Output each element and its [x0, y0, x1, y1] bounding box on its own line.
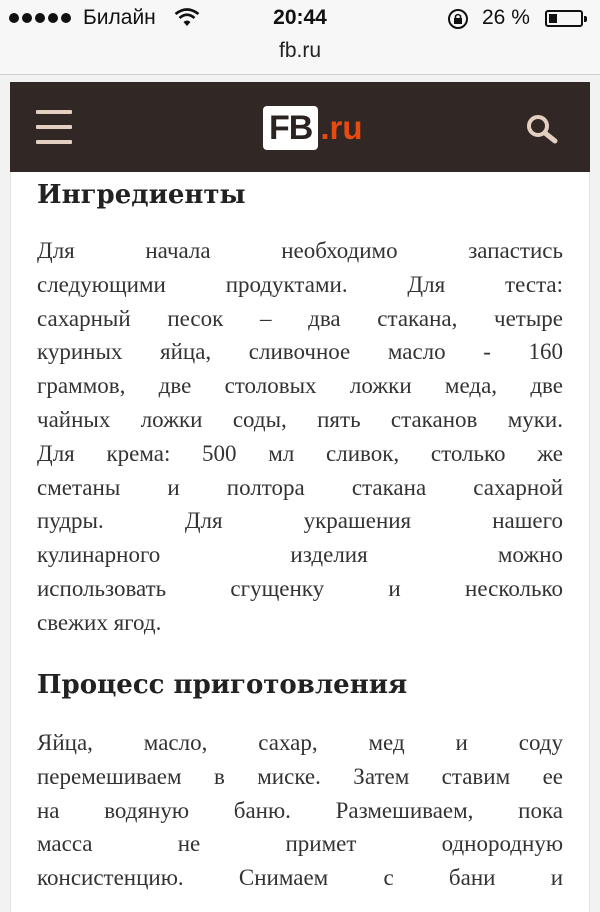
address-bar[interactable]	[0, 36, 600, 75]
carrier-name: Билайн	[83, 6, 156, 29]
status-time: 20:44	[273, 6, 327, 29]
logo-main: FB	[263, 106, 318, 150]
battery-icon	[545, 10, 583, 27]
text-line: использовать сгущенку и несколько	[37, 575, 563, 601]
search-icon[interactable]	[522, 109, 562, 149]
hamburger-menu-icon[interactable]	[36, 110, 72, 144]
heading-ingredients: Ингредиенты	[37, 180, 246, 210]
site-header	[10, 82, 590, 172]
article-container	[10, 172, 590, 912]
paragraph-ingredients	[37, 234, 563, 640]
text-line: следующими продуктами. Для теста:	[37, 271, 563, 297]
text-line: граммов, две столовых ложки меда, две	[37, 373, 563, 399]
text-line: сахарный песок – два стакана, четыре	[37, 305, 563, 331]
rotation-lock-icon	[446, 8, 470, 30]
text-line: Яйца, масло, сахар, мед и соду	[37, 730, 563, 755]
url-text: fb.ru	[278, 39, 322, 62]
site-logo[interactable]	[263, 106, 363, 150]
text-line: Для крема: 500 мл сливок, столько же	[37, 440, 563, 466]
text-line: кулинарного изделия можно	[37, 542, 563, 568]
heading-process: Процесс приготовления	[37, 670, 408, 700]
text-line: перемешиваем в миске. Затем ставим ее	[37, 763, 563, 789]
text-line: на водяную баню. Размешиваем, пока	[37, 797, 563, 823]
text-line: свежих ягод.	[37, 609, 162, 635]
text-line: чайных ложки соды, пять стаканов муки.	[37, 406, 563, 432]
text-line: сметаны и полтора стакана сахарной	[37, 474, 563, 500]
text-line: консистенцию. Снимаем с бани и	[37, 865, 563, 891]
logo-suffix: .ru	[320, 109, 363, 146]
text-line: Для начала необходимо запастись	[37, 238, 563, 263]
text-line: куриных яйца, сливочное масло - 160	[37, 339, 563, 365]
battery-percent: 26 %	[482, 6, 530, 29]
text-line: масса не примет однородную	[37, 831, 563, 857]
paragraph-process	[37, 726, 563, 895]
status-bar	[0, 0, 600, 36]
text-line: пудры. Для украшения нашего	[37, 508, 563, 534]
